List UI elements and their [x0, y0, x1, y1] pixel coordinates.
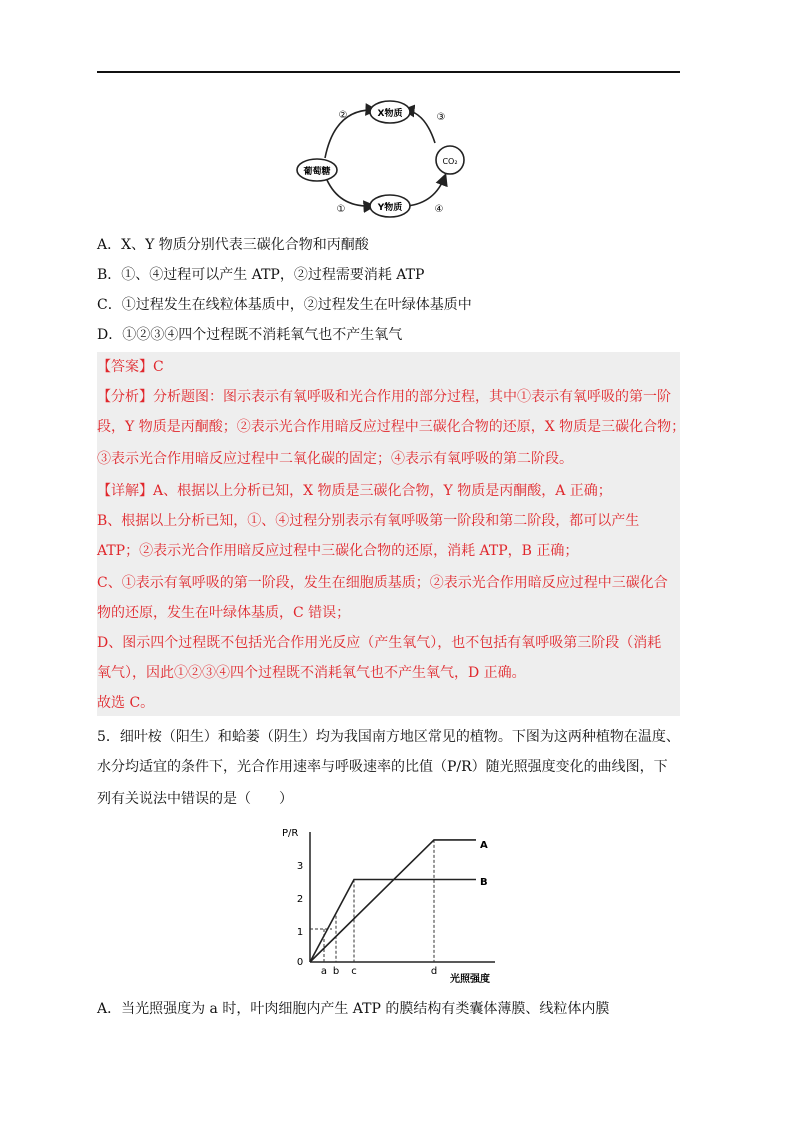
detail-line-2: B、根据以上分析已知，①、④过程分别表示有氧呼吸第一阶段和第二阶段，都可以产生 [97, 513, 640, 529]
detail-line-4: C、①表示有氧呼吸的第一阶段，发生在细胞质基质；②表示光合作用暗反应过程中三碳化合 [97, 575, 668, 591]
q4-option-d: D．①②③④四个过程既不消耗氧气也不产生氧气 [97, 327, 403, 343]
arrow-2-path [325, 110, 375, 158]
process-4-label: ④ [434, 204, 444, 215]
q5-option-a: A．当光照强度为 a 时，叶肉细胞内产生 ATP 的膜结构有类囊体薄膜、线粒体内膜 [97, 1001, 610, 1017]
arrow-4-path [407, 176, 445, 206]
q4-option-b: B．①、④过程可以产生 ATP，②过程需要消耗 ATP [97, 267, 425, 283]
metabolism-cycle-diagram [295, 98, 475, 218]
q5-stem-line-3: 列有关说法中错误的是（ ） [97, 791, 293, 807]
detail-line-1: 【详解】A、根据以上分析已知，X 物质是三碳化合物，Y 物质是丙酮酸，A 正确； [97, 483, 612, 499]
x-tick-b: b [332, 966, 340, 977]
series-line-A [310, 840, 476, 962]
detail-line-7: 氧气），因此①②③④四个过程既不消耗氧气也不产生氧气，D 正确。 [97, 665, 526, 681]
analysis-line-1: 【分析】分析题图：图示表示有氧呼吸和光合作用的部分过程，其中①表示有氧呼吸的第一阶 [97, 389, 671, 405]
detail-line-3: ATP；②表示光合作用暗反应过程中三碳化合物的还原，消耗 ATP，B 正确； [97, 543, 579, 559]
y-tick-2: 2 [296, 894, 304, 905]
q5-stem-line-1: 5．细叶桉（阳生）和蛤蒌（阴生）均为我国南方地区常见的植物。下图为这两种植物在温度、 [97, 729, 680, 745]
y-axis-label: P/R [282, 828, 299, 839]
x-tick-c: c [351, 966, 357, 977]
y-tick-1: 1 [296, 927, 304, 938]
analysis-line-3: ③表示光合作用暗反应过程中二氧化碳的固定；④表示有氧呼吸的第二阶段。 [97, 451, 573, 467]
answer-line: 【答案】C [97, 359, 164, 375]
analysis-line-2: 段，Y 物质是丙酮酸；②表示光合作用暗反应过程中三碳化合物的还原，X 物质是三碳化合物； [97, 419, 686, 435]
y-substance-label: Y物质 [377, 203, 403, 213]
series-b-label: B [480, 877, 488, 888]
x-substance-label: X物质 [377, 109, 403, 119]
arrow-1-path [327, 180, 373, 206]
detail-line-5: 物的还原，发生在叶绿体基质，C 错误； [97, 605, 351, 621]
x-tick-d: d [430, 966, 438, 977]
process-2-label: ② [338, 110, 348, 121]
x-tick-a: a [320, 966, 328, 977]
glucose-label: 葡萄糖 [303, 167, 331, 177]
co2-label: CO₂ [442, 157, 458, 166]
q5-stem-line-2: 水分均适宜的条件下，光合作用速率与呼吸速率的比值（P/R）随光照强度变化的曲线图，下 [97, 759, 668, 775]
process-1-label: ① [336, 204, 346, 215]
pr-light-chart [280, 822, 520, 987]
x-axis-label: 光照强度 [450, 974, 490, 985]
y-tick-3: 3 [296, 861, 304, 872]
series-line-B [310, 880, 476, 963]
conclusion-line: 故选 C。 [97, 695, 155, 711]
q4-option-c: C．①过程发生在线粒体基质中，②过程发生在叶绿体基质中 [97, 297, 472, 313]
header-rule [97, 71, 680, 73]
process-3-label: ③ [436, 112, 446, 123]
series-a-label: A [480, 840, 488, 851]
q4-option-a: A．X、Y 物质分别代表三碳化合物和丙酮酸 [97, 237, 369, 253]
y-tick-0: 0 [296, 957, 304, 968]
detail-line-6: D、图示四个过程既不包括光合作用光反应（产生氧气），也不包括有氧呼吸第三阶段（消耗 [97, 635, 662, 651]
